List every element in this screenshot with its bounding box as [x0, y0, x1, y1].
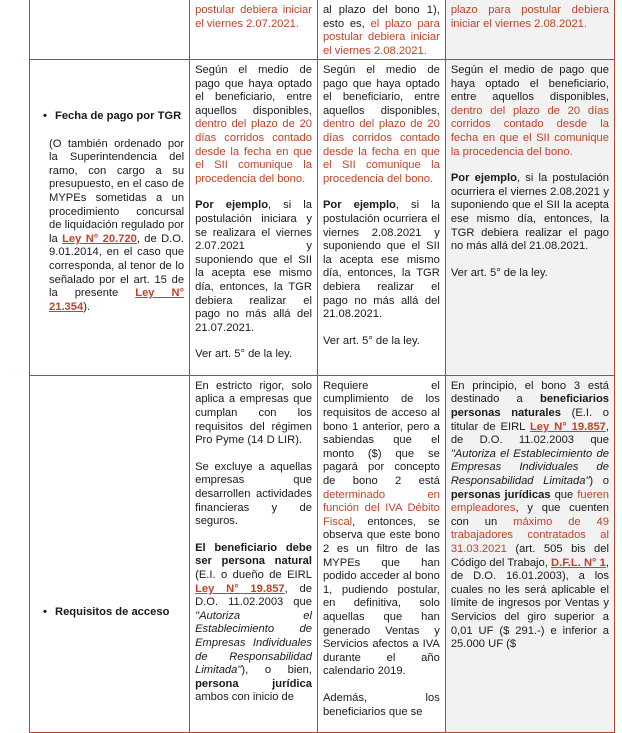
cell-text: plazo para postular debiera iniciar el viernes 2.08.2021. [450, 4, 609, 30]
paragraph: Se excluye a aquellas empresas que desarrollen actividades financieras y de seguros. [195, 460, 312, 528]
row-label-text: Fecha de pago por TGR [55, 110, 182, 122]
note-text: ). [83, 300, 91, 313]
law-link-19857[interactable]: Ley N° 19.857 [529, 420, 606, 433]
paragraph [323, 380, 440, 679]
text: Según el medio de pago que haya optado el beneficiario, entre aquellos disponibles, [450, 64, 609, 104]
cell-bono3 [445, 375, 614, 732]
text: Según el medio de pago que haya optado el beneficiario, entre aquellos disponibles, [322, 64, 440, 117]
cell-bono1 [190, 60, 318, 376]
paragraph [323, 199, 440, 321]
paragraph [195, 199, 312, 335]
paragraph [451, 64, 609, 159]
cell-text-plain: al plazo del bono 1), esto es, [322, 4, 440, 30]
label-cell-requisitos [30, 375, 190, 732]
paragraph: Ver art. 5° de la ley. [195, 348, 293, 361]
row-label [35, 110, 184, 124]
text-bold: El beneficiario debe ser persona natural [195, 541, 312, 568]
text: (E.I. o dueño de EIRL [195, 569, 312, 581]
text-highlight: dentro del plazo de 20 días corridos contado desde la fecha en que el SII comunique la procedencia del bono. [450, 104, 609, 158]
cell-text [323, 4, 440, 58]
paragraph [451, 172, 609, 254]
text: , de D.O. 16.01.2003), a los cuales no les será aplicable el límite de ingresos por Ventas y Servicios del giro superior a 0,01 UF ($ 291.-) e inferior a 25.000 UF ($ [450, 556, 609, 651]
text-bold: Por ejemplo [450, 172, 517, 185]
cell-bono2 [317, 60, 445, 376]
law-link-19857[interactable]: Ley N° 19.857 [195, 582, 285, 595]
law-link-20720[interactable]: Ley N° 20.720 [62, 232, 137, 245]
cell-bono3 [445, 0, 614, 60]
row-label [35, 606, 184, 620]
bullet-icon: • [43, 110, 47, 122]
cell-text: postular debiera iniciar el viernes 2.07.2021. [195, 4, 312, 30]
law-link-dfl1[interactable]: D.F.L. N° 1 [551, 556, 606, 569]
text-highlight: dentro del plazo de 20 días corridos contado desde la fecha en que el SII comunique la procedencia del bono. [322, 118, 440, 185]
table-row [30, 0, 615, 60]
table-row [30, 375, 615, 732]
paragraph: Además, los beneficiarios que se [322, 691, 440, 718]
text: (E.I. o titular de EIRL [450, 407, 609, 433]
text-highlight: máximo de 49 trabajadores contratados al 31.03.2021 [450, 515, 609, 555]
text-bold: Por ejemplo [322, 199, 396, 212]
text: que [550, 488, 578, 501]
text: , de D.O. 11.02.2003 que [450, 420, 609, 447]
text-highlight: determinado en función del IVA Débito Fiscal [322, 488, 440, 528]
cell-bono3 [445, 60, 614, 376]
text-highlight: dentro del plazo de 20 días corridos contado desde la fecha en que el SII comunique la procedencia del bono. [195, 118, 312, 185]
paragraph [323, 64, 440, 186]
text: ambos con inicio de [195, 691, 294, 704]
text-bold: persona jurídica [195, 677, 312, 690]
row-label-text: Requisitos de acceso [55, 605, 170, 618]
text-bold: beneficiarios personas naturales [450, 393, 609, 420]
cell-bono1 [190, 375, 318, 732]
text: , si la postulación ocurriera el viernes 2.08.2021 y suponiendo que el SII la acepta ese mismo día, entonces, la TGR debiera realizar el pago no más allá del 21.08.2021. [322, 199, 440, 321]
cell-bono2 [317, 375, 445, 732]
cell-text-highlight: el plazo para postular debiera iniciar el viernes 2.08.2021. [322, 17, 440, 57]
text-italic: "Autoriza el Establecimiento de Empresas Individuales de Responsabilidad Limitada" [450, 447, 609, 488]
text-highlight: fueren empleadores [450, 488, 609, 515]
text: ) o [589, 475, 609, 488]
label-cell-empty [30, 0, 190, 60]
text: (art. 505 bis del Código del Trabajo, [450, 543, 609, 569]
text: Requiere el cumplimiento de los requisitos de acceso al bono 1 anterior, pero a sabiendas que el monto ($) que se pagará por concepto de bono 2 está [322, 379, 440, 488]
text: , entonces, se observa que este bono 2 es un filtro de las MYPEs que han podido acceder al bono 1, pudiendo postular, en definitiva, solo aquellas que han generado Ventas y Servicios afectos a IVA durante el año calendario 2019. [322, 515, 440, 678]
paragraph: En estricto rigor, solo aplica a empresas que cumplan con los requisitos del régimen Pro Pyme (14 D LIR). [195, 379, 312, 447]
text: , y que cuenten con un [450, 502, 609, 528]
paragraph: Ver art. 5° de la ley. [322, 334, 420, 347]
row-label-note [35, 138, 184, 315]
paragraph: Ver art. 5° de la ley. [450, 266, 548, 279]
bullet-icon: • [43, 605, 47, 618]
text: , de D.O. 11.02.2003 que [195, 582, 312, 609]
text: , si la postulación ocurriera el viernes 2.08.2021 y suponiendo que el SII la acepta ese mismo día, entonces, la TGR debiera realizar el pago no más allá del 21.08.2021. [450, 172, 609, 253]
table-row [30, 60, 615, 376]
text: Según el medio de pago que haya optado el beneficiario, entre aquellos disponibles, [195, 64, 312, 117]
cell-bono2 [317, 0, 445, 60]
paragraph [451, 380, 609, 652]
label-cell-fecha-pago [30, 60, 190, 376]
text: ), o bien, [241, 664, 312, 677]
text: En principio, el bono 3 está destinado a [450, 379, 609, 406]
text-bold: Por ejemplo [195, 199, 269, 212]
cell-bono1 [190, 0, 318, 60]
text: , si la postulación iniciara y se realizara el viernes 2.07.2021 y suponiendo que el SII la acepta ese mismo día, entonces, la TGR debiera realizar el pago no más allá del 21.07.2021. [195, 199, 312, 334]
text-bold: personas jurídicas [450, 488, 551, 501]
note-text: (O también ordenado por la Superintendencia del ramo, con cargo a su presupuesto, en el caso de MYPEs sometidas a un procedimiento concursal de liquidación regulado por la [49, 137, 185, 245]
comparison-table [29, 0, 615, 733]
paragraph [195, 542, 312, 705]
note-text: , de D.O. 9.01.2014, en el caso que corresponda, al tenor de lo señalado por el art. 15 de la presente [49, 232, 185, 300]
paragraph [195, 64, 312, 186]
law-link-21354[interactable]: Ley N° 21.354 [49, 287, 185, 313]
text-italic: "Autoriza el Establecimiento de Empresas Individuales de Responsabilidad Limitada" [195, 609, 312, 677]
